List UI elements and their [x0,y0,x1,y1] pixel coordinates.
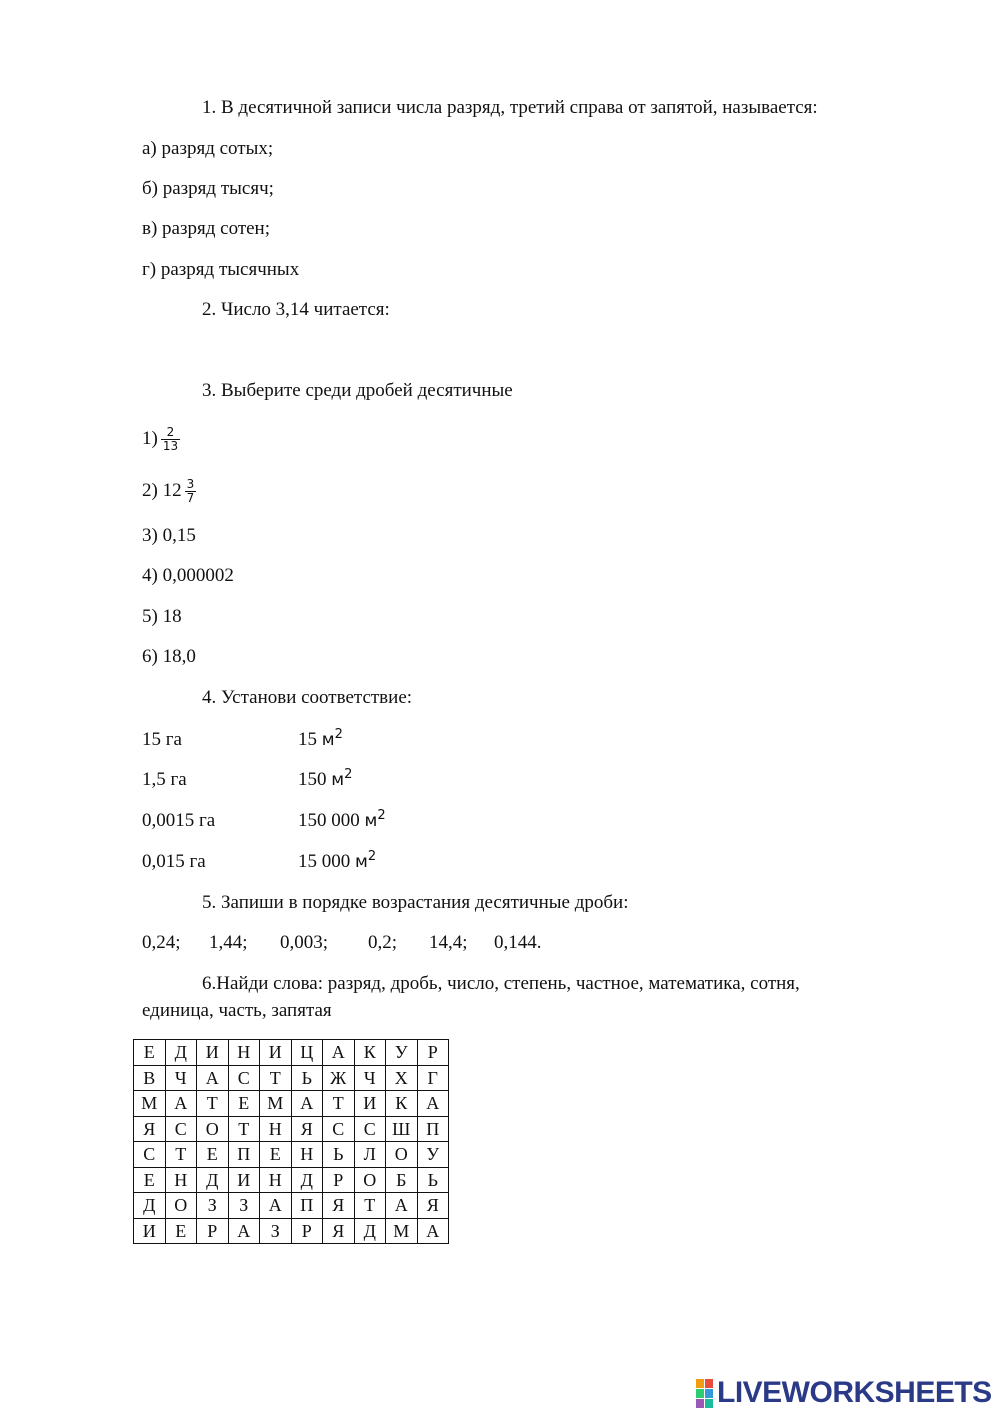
q4-right-4-unit: м [355,852,368,872]
q1-option-a: а) разряд сотых; [142,138,274,159]
grid-cell: О [354,1167,386,1193]
q4-right-4 [298,851,376,873]
grid-cell: Я [323,1193,355,1219]
grid-cell: Ь [417,1167,449,1193]
grid-row [134,1142,449,1168]
grid-cell: У [417,1142,449,1168]
grid-cell: Р [291,1218,323,1244]
grid-cell: Г [417,1065,449,1091]
q4-right-3-value: 150 000 [298,810,360,831]
grid-cell: Д [197,1167,229,1193]
grid-cell: Н [291,1142,323,1168]
q4-right-4-power: 2 [367,849,377,864]
grid-cell: Ш [386,1116,418,1142]
grid-cell: Т [323,1091,355,1117]
q4-right-1-unit: м [321,730,335,750]
q3-option-2-fraction [185,478,197,505]
q4-title: 4. Установи соответствие: [202,687,413,708]
q3-option-5: 5) 18 [142,606,182,627]
q5-title: 5. Запиши в порядке возрастания десятичные дроби: [202,892,629,913]
grid-cell: С [134,1142,166,1168]
q3-option-6: 6) 18,0 [142,646,196,667]
grid-cell: З [228,1193,260,1219]
grid-cell: А [386,1193,418,1219]
q4-left-2: 1,5 га [142,769,187,790]
grid-cell: А [260,1193,292,1219]
q4-right-3-unit: м [364,811,378,831]
grid-cell: В [134,1065,166,1091]
grid-cell: Р [323,1167,355,1193]
grid-cell: С [228,1065,260,1091]
grid-cell: А [291,1091,323,1117]
q3-option-1-label: 1) [142,427,158,449]
grid-cell: Я [417,1193,449,1219]
grid-row [134,1218,449,1244]
grid-cell: Д [354,1218,386,1244]
q4-right-2-power: 2 [344,767,353,782]
q1-option-d: г) разряд тысячных [142,259,300,280]
q3-option-2-label: 2) 12 [142,479,182,501]
grid-cell: П [291,1193,323,1219]
grid-cell: А [197,1065,229,1091]
q3-option-3: 3) 0,15 [142,525,196,546]
q4-right-4-value: 15 000 [298,851,351,872]
grid-cell: Т [354,1193,386,1219]
grid-cell: Я [134,1116,166,1142]
grid-cell: С [354,1116,386,1142]
q6-title-line1: 6.Найди слова: разряд, дробь, число, степень, частное, математика, сотня, [202,973,800,994]
q5-number: 0,144. [494,932,542,953]
grid-cell: А [323,1040,355,1066]
q2-title: 2. Число 3,14 читается: [202,299,390,320]
q4-right-1-value: 15 [298,729,317,750]
grid-row [134,1091,449,1117]
q3-option-1-fraction [161,426,180,453]
grid-cell: Н [165,1167,197,1193]
q5-number: 14,4; [429,932,468,953]
q4-right-1 [298,729,343,751]
q3-option-1 [142,426,180,453]
grid-cell: Е [134,1040,166,1066]
grid-cell: Н [228,1040,260,1066]
grid-row [134,1193,449,1219]
grid-cell: С [323,1116,355,1142]
q4-right-2 [298,769,352,791]
q4-right-2-value: 150 [298,769,327,790]
logo-text: LIVEWORKSHEETS [717,1376,992,1409]
grid-cell: И [354,1091,386,1117]
q4-right-3 [298,810,386,832]
q4-right-2-unit: м [331,770,345,790]
grid-cell: Б [386,1167,418,1193]
grid-cell: Ь [291,1065,323,1091]
grid-cell: Е [228,1091,260,1117]
q4-right-3-power: 2 [377,808,386,823]
grid-cell: И [197,1040,229,1066]
grid-cell: И [134,1218,166,1244]
grid-row [134,1167,449,1193]
grid-cell: О [386,1142,418,1168]
grid-cell: Н [260,1167,292,1193]
grid-cell: Х [386,1065,418,1091]
grid-cell: З [197,1193,229,1219]
q4-left-3: 0,0015 га [142,810,216,831]
grid-cell: У [386,1040,418,1066]
grid-cell: П [228,1142,260,1168]
q3-option-2-numerator: 3 [186,477,195,491]
q5-number: 0,2; [368,932,398,953]
grid-cell: Д [291,1167,323,1193]
grid-cell: Т [260,1065,292,1091]
grid-cell: И [260,1040,292,1066]
grid-cell: Т [228,1116,260,1142]
grid-row [134,1116,449,1142]
q5-number: 1,44; [209,932,248,953]
q6-title-line2: единица, часть, запятая [142,1000,332,1021]
grid-cell: О [165,1193,197,1219]
q3-option-1-denominator: 13 [162,439,179,453]
grid-cell: Ч [354,1065,386,1091]
grid-cell: М [260,1091,292,1117]
q1-option-c: в) разряд сотен; [142,218,271,239]
grid-cell: Т [197,1091,229,1117]
grid-cell: Я [323,1218,355,1244]
grid-row [134,1040,449,1066]
grid-cell: О [197,1116,229,1142]
grid-cell: Н [260,1116,292,1142]
q4-right-1-power: 2 [334,727,343,742]
grid-cell: Е [260,1142,292,1168]
grid-cell: К [354,1040,386,1066]
grid-cell: М [134,1091,166,1117]
grid-cell: Е [134,1167,166,1193]
grid-cell: Е [197,1142,229,1168]
grid-cell: З [260,1218,292,1244]
word-search-grid [133,1039,449,1244]
grid-cell: Д [165,1040,197,1066]
grid-cell: Ж [323,1065,355,1091]
grid-cell: А [417,1091,449,1117]
grid-cell: П [417,1116,449,1142]
grid-cell: Л [354,1142,386,1168]
grid-cell: К [386,1091,418,1117]
grid-cell: И [228,1167,260,1193]
grid-cell: Ц [291,1040,323,1066]
q1-option-b: б) разряд тысяч; [142,178,274,199]
grid-cell: А [228,1218,260,1244]
grid-cell: А [417,1218,449,1244]
grid-cell: М [386,1218,418,1244]
grid-cell: Т [165,1142,197,1168]
grid-cell: С [165,1116,197,1142]
q1-title: 1. В десятичной записи числа разряд, третий справа от запятой, называется: [202,97,818,118]
q3-option-2-denominator: 7 [186,491,195,505]
q5-number: 0,003; [280,932,329,953]
grid-cell: Я [291,1116,323,1142]
grid-cell: Е [165,1218,197,1244]
grid-cell: Ь [323,1142,355,1168]
grid-cell: А [165,1091,197,1117]
liveworksheets-logo [696,1378,992,1408]
grid-cell: Ч [165,1065,197,1091]
grid-cell: Р [197,1218,229,1244]
q4-left-4: 0,015 га [142,851,206,872]
q3-option-4: 4) 0,000002 [142,565,234,586]
q5-number: 0,24; [142,932,181,953]
q4-left-1: 15 га [142,729,182,750]
q3-option-1-numerator: 2 [161,426,180,440]
grid-cell: Д [134,1193,166,1219]
grid-cell: Р [417,1040,449,1066]
grid-row [134,1065,449,1091]
q3-option-2 [142,478,196,505]
logo-mark-icon [696,1379,713,1408]
q3-title: 3. Выберите среди дробей десятичные [202,380,513,401]
